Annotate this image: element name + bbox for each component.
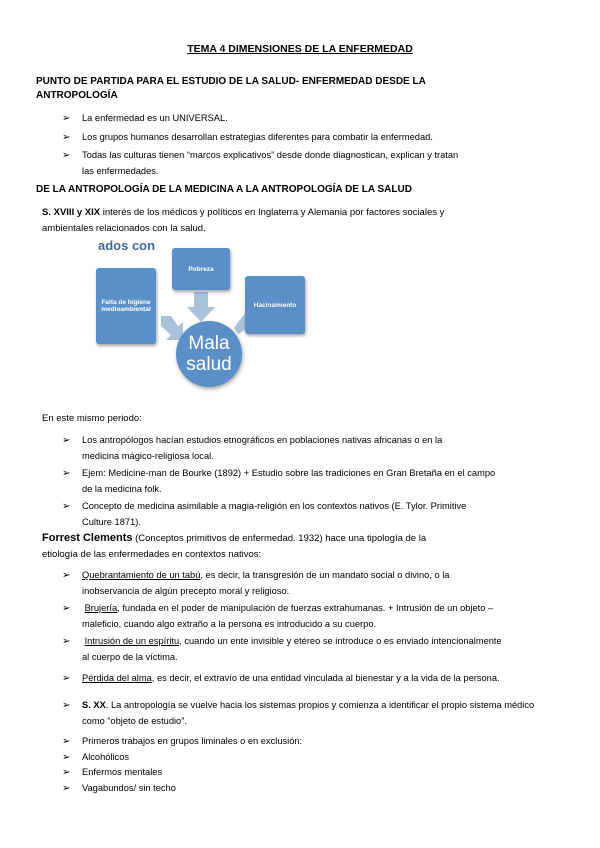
arrow-bullet-icon: ➢ bbox=[62, 603, 71, 614]
etiology-term: Intrusión de un espíritu bbox=[84, 636, 180, 646]
list-item bbox=[62, 433, 482, 464]
list-item bbox=[62, 111, 532, 127]
diagram-center-bad-health bbox=[176, 321, 242, 387]
arrow-bullet-icon: ➢ bbox=[62, 570, 71, 581]
list-item-text: Todas las culturas tienen “marcos explicativos” desde donde diagnostican, explican y tratan las enfermedades. bbox=[82, 150, 459, 176]
diagram-center-label: Mala salud bbox=[186, 333, 232, 375]
arrow-bullet-icon: ➢ bbox=[62, 150, 71, 161]
heading-line: PUNTO DE PARTIDA PARA EL ESTUDIO DE LA SALUD- ENFERMEDAD DESDE LA bbox=[36, 76, 426, 87]
same-period-list bbox=[62, 433, 502, 530]
list-item bbox=[62, 568, 502, 599]
list-item bbox=[62, 148, 472, 179]
arrow-bullet-icon: ➢ bbox=[62, 751, 71, 763]
arrow-bullet-icon: ➢ bbox=[62, 435, 71, 446]
list-item bbox=[62, 781, 532, 797]
list-item-text: Vagabundos/ sin techo bbox=[82, 782, 176, 793]
list-item bbox=[62, 634, 502, 665]
list-item-text: Los grupos humanos desarrollan estrategias diferentes para combatir la enfermedad. bbox=[82, 131, 433, 142]
list-item-text: Ejem: Medicine-man de Bourke (1892) + Estudio sobre las tradiciones en Gran Bretaña en el campo de la medicina folk. bbox=[82, 468, 496, 494]
section-heading-anthropology: DE LA ANTROPOLOGÍA DE LA MEDICINA A LA ANTROPOLOGÍA DE LA SALUD bbox=[36, 184, 412, 195]
etiology-text: , cuando un ente invisible y etéreo se introduce o es enviado intencionalmente al cuerpo de la víctima. bbox=[82, 636, 502, 662]
etiology-term: Pérdida del alma bbox=[82, 673, 152, 683]
same-period-intro: En este mismo periodo: bbox=[42, 413, 142, 424]
list-item bbox=[62, 765, 532, 781]
etiology-term: Brujería bbox=[84, 603, 118, 613]
intro-text: interés de los médicos y políticos en Inglaterra y Alemania por factores sociales y ambientales relacionados con la salud. bbox=[42, 207, 445, 234]
list-item bbox=[62, 499, 482, 530]
page-title: TEMA 4 DIMENSIONES DE LA ENFERMEDAD bbox=[187, 43, 413, 55]
list-item bbox=[62, 130, 532, 146]
clements-paragraph bbox=[42, 531, 462, 562]
diagram-box-hygiene: Falta de higiene medioambiental bbox=[96, 268, 156, 344]
list-item-text: Alcohólicos bbox=[82, 751, 130, 762]
arrow-bullet-icon: ➢ bbox=[62, 673, 71, 684]
arrow-bullet-icon: ➢ bbox=[62, 700, 71, 711]
etiology-text: , fundada en el poder de manipulación de fuerzas extrahumanas. + Intrusión de un objeto – maleficio, cuando algo extraño a la persona es introducido a su cuerpo. bbox=[82, 603, 494, 629]
list-item bbox=[62, 671, 502, 687]
list-item bbox=[62, 750, 532, 766]
liminal-groups-list bbox=[62, 734, 532, 796]
list-item bbox=[62, 601, 502, 632]
section-heading-starting-point bbox=[36, 75, 426, 103]
bad-health-diagram bbox=[88, 238, 348, 398]
arrow-bullet-icon: ➢ bbox=[62, 767, 71, 778]
diagram-box-poverty: Pobreza bbox=[172, 248, 230, 290]
clements-name: Forrest Clements bbox=[42, 532, 133, 544]
list-item bbox=[62, 734, 532, 750]
list-item bbox=[62, 698, 542, 729]
arrow-bullet-icon: ➢ bbox=[62, 736, 71, 747]
intro-paragraph bbox=[42, 205, 482, 236]
century-bold: S. XX bbox=[82, 700, 106, 710]
arrow-bullet-icon: ➢ bbox=[62, 501, 71, 512]
arrow-bullet-icon: ➢ bbox=[62, 131, 71, 143]
etiology-list bbox=[62, 568, 502, 687]
clements-text: (Conceptos primitivos de enfermedad. 1932) hace una tipología de la etiología de las enfermedades en contextos nativos: bbox=[42, 533, 427, 560]
diagram-partial-title: ados con bbox=[98, 238, 156, 253]
etiology-text: , es decir, el extravío de una entidad vinculada al bienestar y a la vida de la persona. bbox=[151, 673, 500, 683]
universal-list bbox=[62, 111, 532, 179]
etiology-term: Quebrantamiento de un tabú bbox=[82, 570, 201, 580]
intro-bold: S. XVIII y XIX bbox=[42, 207, 101, 218]
arrow-down-shape bbox=[187, 292, 215, 322]
arrow-bullet-icon: ➢ bbox=[62, 113, 71, 124]
arrow-bullet-icon: ➢ bbox=[62, 468, 71, 479]
list-item-text: Primeros trabajos en grupos liminales o en exclusión: bbox=[82, 736, 303, 746]
century-text: . La antropología se vuelve hacia los sistemas propios y comienza a identificar el propio sistema médico como “objeto de estudio”. bbox=[82, 700, 535, 726]
list-item-text: La enfermedad es un UNIVERSAL. bbox=[82, 113, 228, 123]
heading-line: ANTROPOLOGÍA bbox=[36, 90, 118, 101]
list-item-text: Concepto de medicina asimilable a magia-religión en los contextos nativos (E. Tylor. Primitive Culture 1871). bbox=[82, 501, 467, 527]
arrow-bullet-icon: ➢ bbox=[62, 636, 71, 647]
list-item bbox=[62, 466, 502, 497]
diagram-box-overcrowding: Hacinamiento bbox=[245, 276, 305, 334]
list-item-text: Los antropólogos hacían estudios etnográficos en poblaciones nativas africanas o en la medicina mágico-religiosa local. bbox=[82, 435, 443, 461]
etiology-text: , es decir, la transgresión de un mandato social o divino, o la inobservancia de algún precepto moral y religioso. bbox=[82, 570, 450, 596]
list-item-text: Enfermos mentales bbox=[82, 767, 163, 777]
twentieth-century-list bbox=[62, 698, 542, 729]
arrow-bullet-icon: ➢ bbox=[62, 782, 71, 794]
